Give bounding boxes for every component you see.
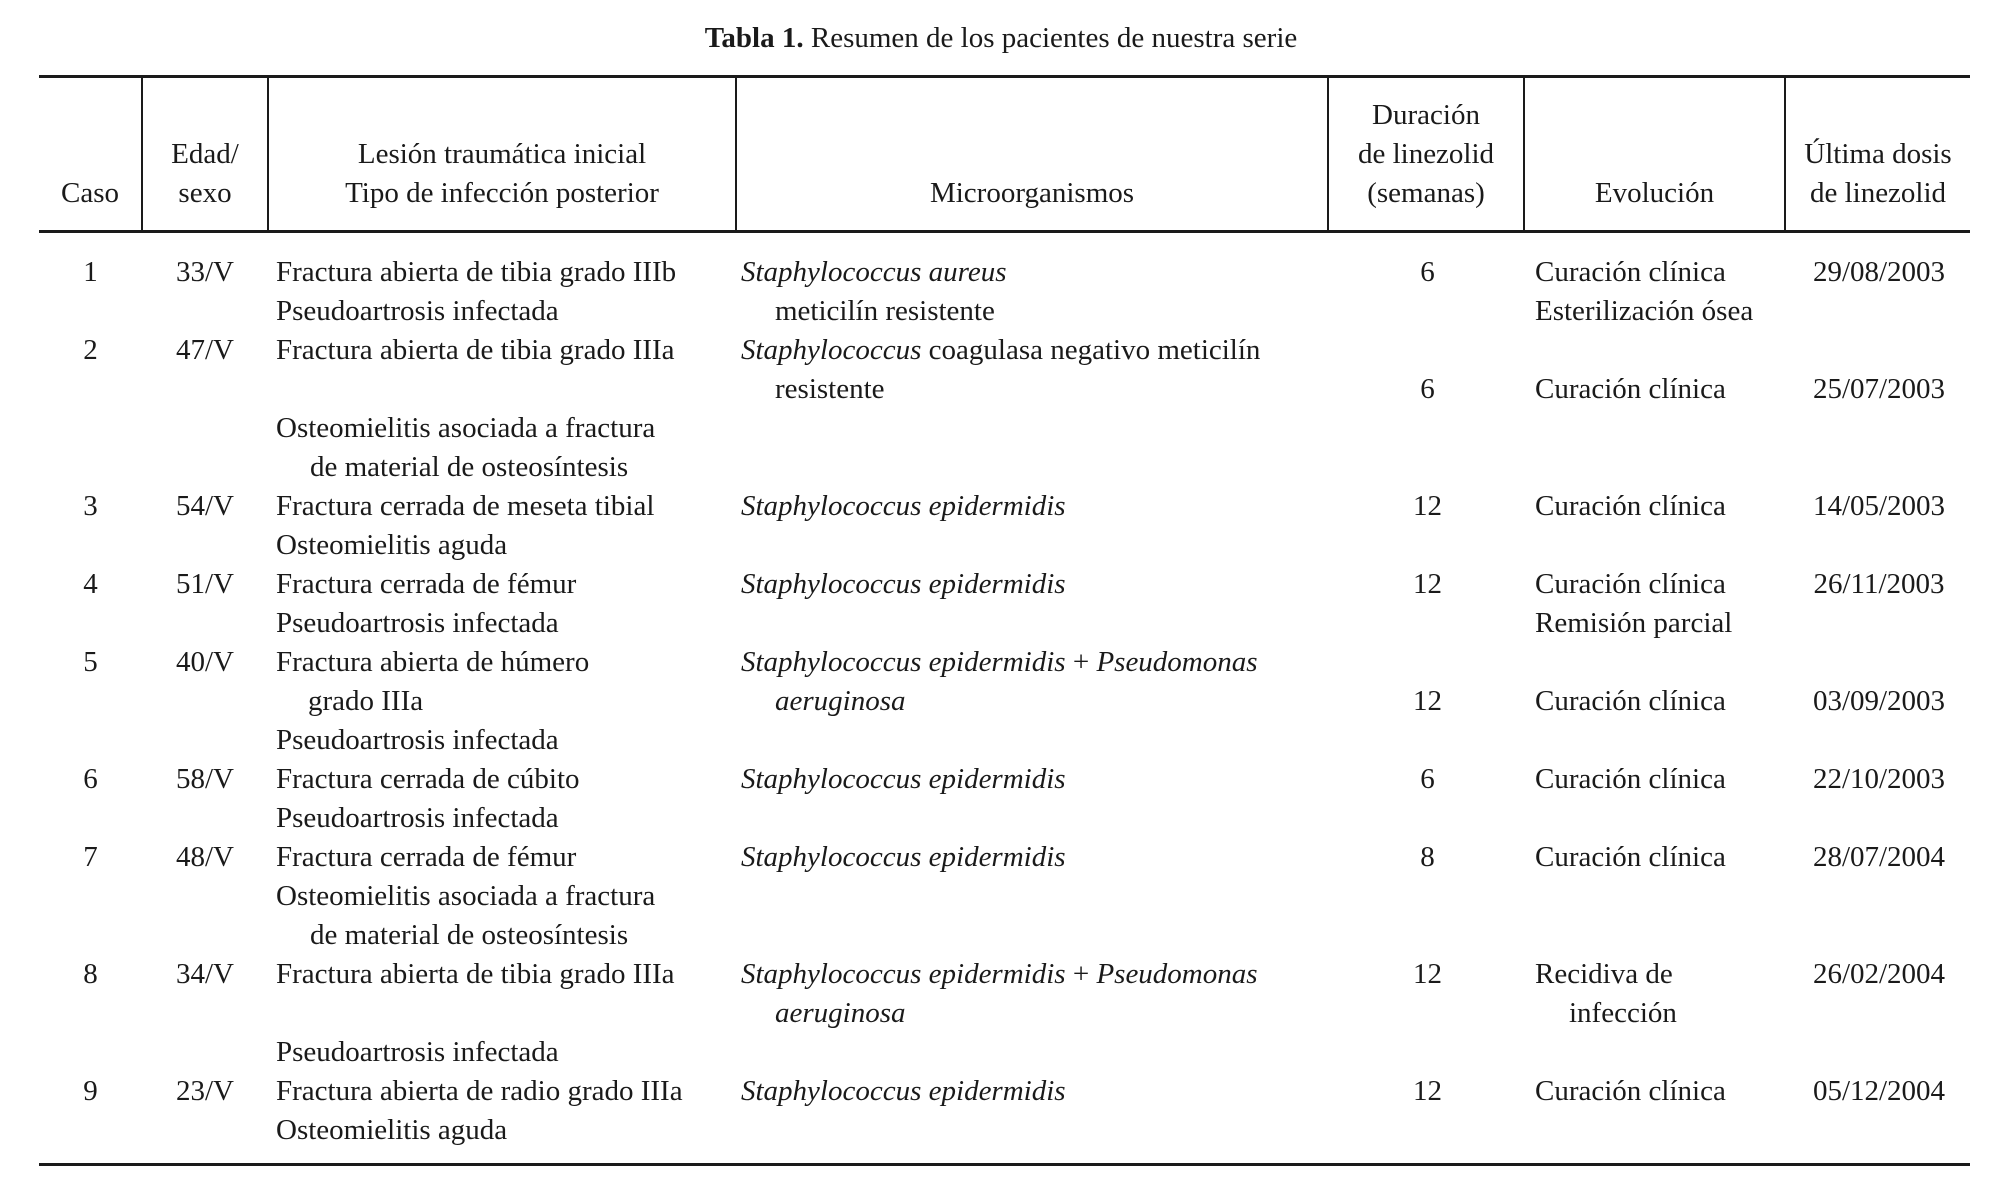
- header-evolucion: Evolución: [1594, 177, 1715, 209]
- cell-duracion: 6: [1420, 256, 1435, 288]
- cell-lesion-line: Pseudoartrosis infectada: [276, 724, 559, 756]
- cell-microorganism-cont: meticilín resistente: [775, 295, 995, 327]
- cell-ultima-dosis: 22/10/2003: [1812, 763, 1946, 795]
- cell-duracion: 12: [1413, 490, 1442, 522]
- cell-microorganism: Staphylococcus aureus: [741, 256, 1007, 288]
- cell-lesion-line: de material de osteosíntesis: [310, 451, 629, 483]
- cell-lesion-line: Fractura abierta de tibia grado IIIb: [276, 256, 677, 288]
- cell-microorganism: Staphylococcus epidermidis: [741, 568, 1066, 600]
- caption-text: Resumen de los pacientes de nuestra serie: [810, 22, 1298, 54]
- cell-lesion-line: de material de osteosíntesis: [310, 919, 629, 951]
- cell-duracion: 12: [1413, 1075, 1442, 1107]
- cell-microorganism-cont: aeruginosa: [775, 685, 906, 717]
- cell-edad: 23/V: [176, 1075, 234, 1107]
- header-lesion: Lesión traumática inicial Tipo de infección posterior: [345, 138, 659, 209]
- cell-duracion: 12: [1413, 958, 1442, 990]
- cell-lesion-line: Osteomielitis asociada a fractura: [276, 880, 656, 912]
- caption-label: Tabla 1.: [704, 22, 804, 54]
- cell-lesion-line: Pseudoartrosis infectada: [276, 295, 559, 327]
- cell-evolucion-line: Curación clínica: [1535, 841, 1726, 873]
- header-edad-sexo: Edad/ sexo: [171, 138, 239, 209]
- cell-microorganism: Staphylococcus epidermidis: [741, 841, 1066, 873]
- cell-microorganism-cont: aeruginosa: [775, 997, 906, 1029]
- cell-lesion-line: Fractura abierta de tibia grado IIIa: [276, 334, 675, 366]
- cell-evolucion-line: Esterilización ósea: [1535, 295, 1754, 327]
- cell-ultima-dosis: 26/11/2003: [1813, 568, 1945, 600]
- table-caption: [0, 20, 2002, 56]
- cell-edad: 34/V: [176, 958, 234, 990]
- cell-duracion: 8: [1420, 841, 1435, 873]
- header-microorganismos: Microorganismos: [929, 177, 1135, 209]
- cell-microorganism: Staphylococcus epidermidis + Pseudomonas: [741, 958, 1258, 990]
- cell-lesion-line: Pseudoartrosis infectada: [276, 802, 559, 834]
- cell-lesion-line: Fractura abierta de tibia grado IIIa: [276, 958, 675, 990]
- cell-duracion: 6: [1420, 373, 1435, 405]
- cell-ultima-dosis: 14/05/2003: [1812, 490, 1946, 522]
- cell-microorganism: Staphylococcus coagulasa negativo meticilín: [741, 334, 1261, 366]
- cell-evolucion-line: Remisión parcial: [1535, 607, 1733, 639]
- cell-lesion-line: Osteomielitis aguda: [276, 1114, 508, 1146]
- cell-edad: 47/V: [176, 334, 234, 366]
- cell-edad: 48/V: [176, 841, 234, 873]
- cell-evolucion-line: Recidiva de: [1535, 958, 1673, 990]
- cell-edad: 40/V: [176, 646, 234, 678]
- cell-caso: 1: [83, 256, 98, 288]
- bottom-rule: [39, 1163, 1970, 1166]
- header-ultima-dosis: Última dosis de linezolid: [1804, 138, 1952, 209]
- cell-caso: 4: [83, 568, 98, 600]
- cell-evolucion-line: Curación clínica: [1535, 568, 1726, 600]
- cell-ultima-dosis: 28/07/2004: [1812, 841, 1946, 873]
- cell-evolucion-line: Curación clínica: [1535, 763, 1726, 795]
- cell-ultima-dosis: 05/12/2004: [1812, 1075, 1946, 1107]
- cell-duracion: 12: [1413, 685, 1442, 717]
- cell-microorganism: Staphylococcus epidermidis: [741, 490, 1066, 522]
- cell-duracion: 6: [1420, 763, 1435, 795]
- cell-caso: 9: [83, 1075, 98, 1107]
- cell-caso: 7: [83, 841, 98, 873]
- cell-caso: 2: [83, 334, 98, 366]
- cell-ultima-dosis: 29/08/2003: [1812, 256, 1946, 288]
- cell-duracion: 12: [1413, 568, 1442, 600]
- header-rule: [39, 230, 1970, 233]
- cell-evolucion-line: Curación clínica: [1535, 490, 1726, 522]
- cell-lesion-line: Fractura abierta de radio grado IIIa: [276, 1075, 683, 1107]
- cell-lesion-line: Fractura cerrada de fémur: [276, 568, 577, 600]
- cell-lesion-line: Fractura cerrada de meseta tibial: [276, 490, 655, 522]
- cell-edad: 58/V: [176, 763, 234, 795]
- cell-microorganism: Staphylococcus epidermidis + Pseudomonas: [741, 646, 1258, 678]
- cell-lesion-line: Osteomielitis asociada a fractura: [276, 412, 656, 444]
- cell-caso: 6: [83, 763, 98, 795]
- header-caso: Caso: [61, 177, 119, 209]
- cell-evolucion-line: infección: [1569, 997, 1677, 1029]
- cell-lesion-line: Fractura cerrada de cúbito: [276, 763, 580, 795]
- cell-lesion-line: grado IIIa: [308, 685, 424, 717]
- cell-lesion-line: Osteomielitis aguda: [276, 529, 508, 561]
- cell-edad: 51/V: [176, 568, 234, 600]
- cell-lesion-line: Fractura abierta de húmero: [276, 646, 590, 678]
- cell-evolucion-line: Curación clínica: [1535, 1075, 1726, 1107]
- cell-edad: 33/V: [176, 256, 234, 288]
- cell-microorganism: Staphylococcus epidermidis: [741, 1075, 1066, 1107]
- cell-evolucion-line: Curación clínica: [1535, 256, 1726, 288]
- header-duracion: Duración de linezolid (semanas): [1357, 99, 1495, 209]
- cell-lesion-line: Pseudoartrosis infectada: [276, 607, 559, 639]
- cell-caso: 3: [83, 490, 98, 522]
- cell-caso: 5: [83, 646, 98, 678]
- cell-microorganism: Staphylococcus epidermidis: [741, 763, 1066, 795]
- cell-lesion-line: Pseudoartrosis infectada: [276, 1036, 559, 1068]
- cell-ultima-dosis: 26/02/2004: [1812, 958, 1946, 990]
- cell-edad: 54/V: [176, 490, 234, 522]
- cell-evolucion-line: Curación clínica: [1535, 373, 1726, 405]
- cell-evolucion-line: Curación clínica: [1535, 685, 1726, 717]
- cell-ultima-dosis: 03/09/2003: [1812, 685, 1946, 717]
- cell-caso: 8: [83, 958, 98, 990]
- cell-microorganism-cont: resistente: [775, 373, 885, 405]
- cell-ultima-dosis: 25/07/2003: [1812, 373, 1946, 405]
- cell-lesion-line: Fractura cerrada de fémur: [276, 841, 577, 873]
